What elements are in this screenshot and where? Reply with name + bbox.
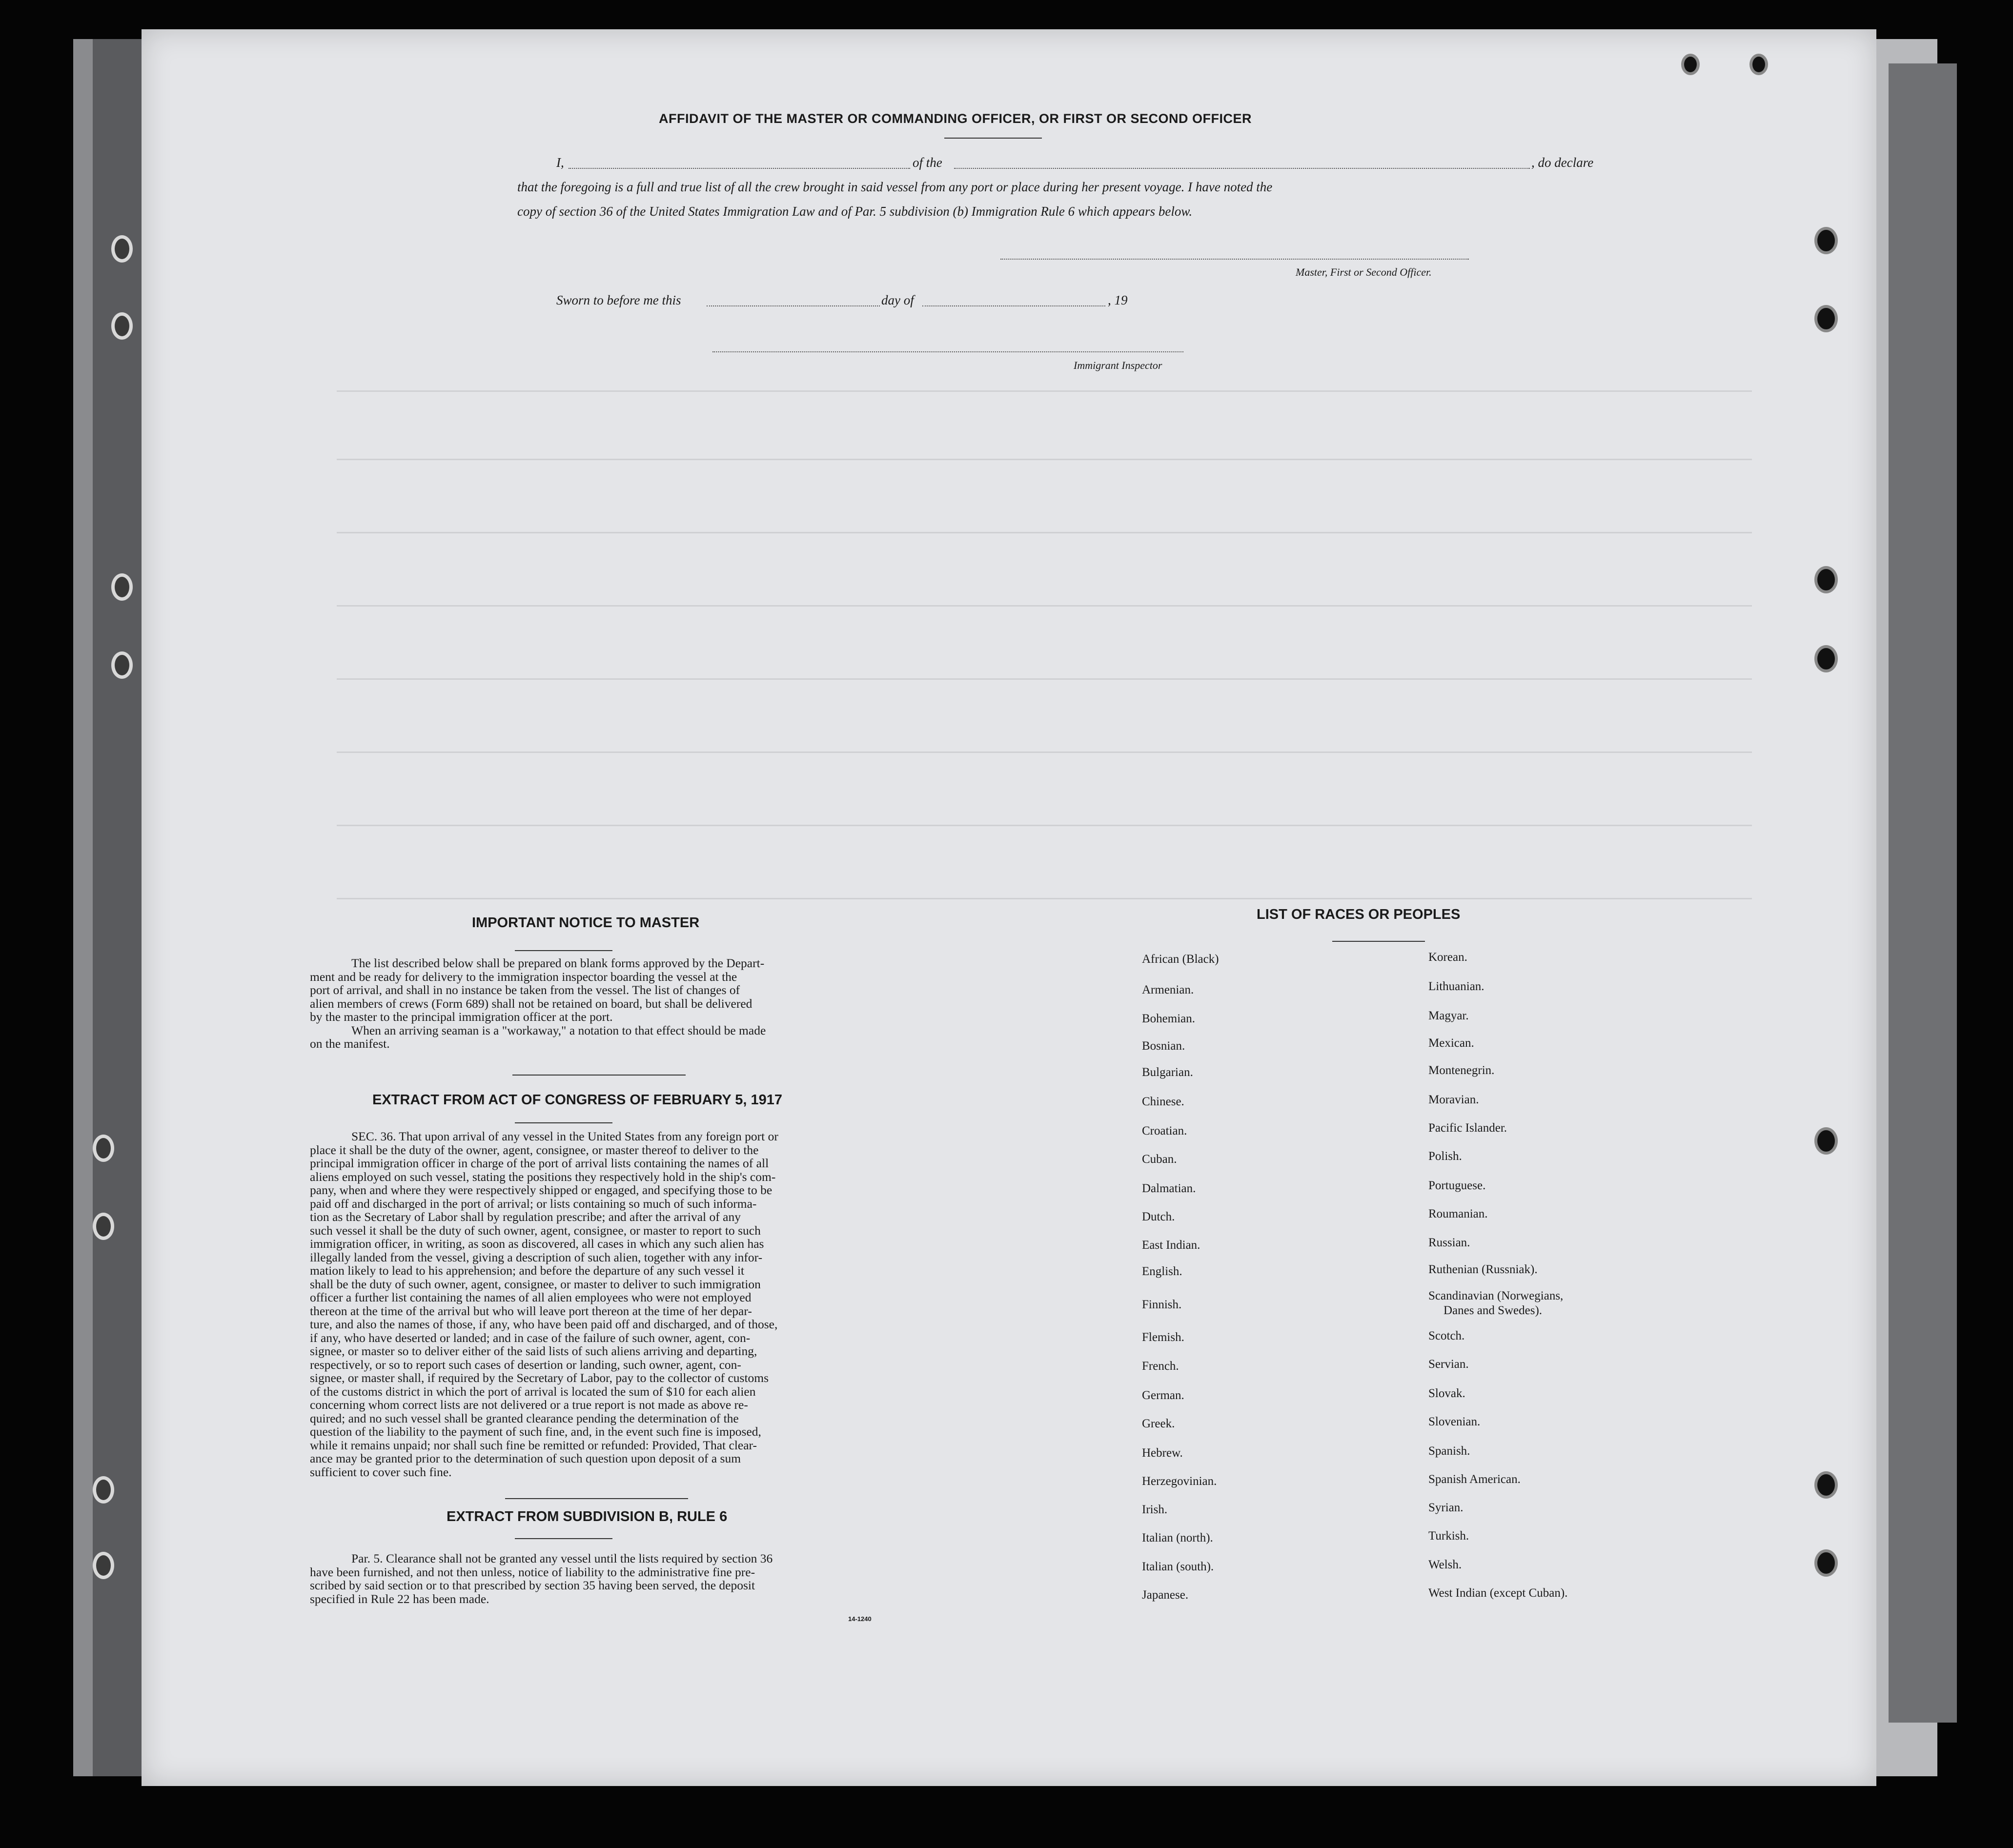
race-item: Turkish.	[1428, 1529, 1469, 1543]
act-line: officer a further list containing the names of all alien employees who were not employed	[310, 1290, 752, 1304]
race-item: Japanese.	[1142, 1588, 1189, 1602]
races-title: LIST OF RACES OR PEOPLES	[1257, 907, 1461, 922]
rule-line: Par. 5. Clearance shall not be granted any vessel until the lists required by section 36	[351, 1551, 773, 1565]
sworn-year: , 19	[1108, 293, 1128, 307]
race-item: French.	[1142, 1360, 1179, 1373]
race-item: Scandinavian (Norwegians,	[1428, 1289, 1564, 1302]
race-item: East Indian.	[1142, 1239, 1200, 1252]
affidavit-i: I,	[556, 155, 564, 170]
act-line: such vessel it shall be the duty of such owner, agent, consignee, or master to report to such	[310, 1223, 761, 1238]
act-line: mation likely to lead to his apprehension; and before the departure of any such vessel it	[310, 1263, 745, 1278]
act-extract-title: EXTRACT FROM ACT OF CONGRESS OF FEBRUARY 5, 1917	[372, 1092, 783, 1108]
affidavit-of-the: of the	[913, 155, 942, 170]
officer-signature-blank[interactable]	[1000, 259, 1469, 260]
race-item: Russian.	[1428, 1236, 1470, 1249]
divider	[515, 1538, 612, 1539]
inspector-caption: Immigrant Inspector	[1074, 359, 1162, 371]
race-item: Syrian.	[1428, 1501, 1464, 1514]
race-item: Dalmatian.	[1142, 1182, 1196, 1195]
binder-hole	[111, 235, 133, 263]
race-item: Montenegrin.	[1428, 1064, 1495, 1077]
rule-extract-title: EXTRACT FROM SUBDIVISION B, RULE 6	[447, 1509, 728, 1524]
race-item: Chinese.	[1142, 1095, 1184, 1108]
act-line: ture, and also the names of those, if any, who have been paid off and discharged, and of those,	[310, 1317, 778, 1331]
act-line: concerning whom correct lists are not delivered or a true report is not made as above re-	[310, 1398, 748, 1412]
race-item: Italian (north).	[1142, 1531, 1213, 1544]
vessel-blank[interactable]	[954, 168, 1530, 169]
act-line: aliens employed on such vessel, stating the positions they respectively hold in the ship's com-	[310, 1169, 776, 1184]
notice-line: port of arrival, and shall in no instance be taken from the vessel. The list of changes of	[310, 983, 740, 997]
race-item: Mexican.	[1428, 1036, 1474, 1050]
race-item: Polish.	[1428, 1150, 1462, 1163]
race-item: Hebrew.	[1142, 1446, 1183, 1460]
race-item: Italian (south).	[1142, 1560, 1214, 1573]
race-item: Flemish.	[1142, 1331, 1184, 1344]
act-line: signee, or master so to deliver either of the said lists of such aliens arriving and departing,	[310, 1344, 757, 1358]
race-item: Bohemian.	[1142, 1012, 1196, 1025]
divider	[944, 138, 1042, 139]
sworn-day-of: day of	[881, 293, 914, 307]
act-line: illegally landed from the vessel, giving a description of such alien, together with any infor-	[310, 1250, 763, 1264]
binder-hole	[111, 312, 133, 340]
race-item: Dutch.	[1142, 1210, 1175, 1223]
act-line: of the customs district in which the port of arrival is located the sum of $10 for each alien	[310, 1384, 756, 1399]
act-line: immigration officer, in writing, as soon as discovered, all cases in which any such alien has	[310, 1237, 764, 1251]
punch-hole	[1814, 1471, 1838, 1499]
sworn-prefix: Sworn to before me this	[556, 293, 681, 307]
punch-hole	[1681, 54, 1700, 75]
rule-extract-text	[310, 1552, 878, 1605]
race-item: Magyar.	[1428, 1009, 1469, 1022]
race-item: African (Black)	[1142, 953, 1219, 966]
affidavit-do-declare: , do declare	[1531, 155, 1594, 170]
race-item: English.	[1142, 1265, 1182, 1278]
binder-hole	[93, 1476, 114, 1503]
manifest-page	[142, 29, 1876, 1786]
punch-hole	[1814, 566, 1838, 593]
binder-hole	[93, 1552, 114, 1579]
signature-caption: Master, First or Second Officer.	[1296, 266, 1432, 278]
divider	[505, 1498, 688, 1499]
divider	[515, 950, 612, 951]
divider	[1332, 941, 1425, 942]
punch-hole	[1749, 54, 1768, 75]
act-line: sufficient to cover such fine.	[310, 1464, 452, 1479]
act-line: question of the liability to the payment of such fine, and, in the event such fine is imposed,	[310, 1424, 761, 1439]
act-line: while it remains unpaid; nor shall such fine be remitted or refunded: Provided, That clear-	[310, 1438, 757, 1452]
rule-line: scribed by said section or to that prescribed by section 35 having been served, the deposit	[310, 1578, 755, 1592]
race-item: Moravian.	[1428, 1093, 1479, 1106]
punch-hole	[1814, 645, 1838, 672]
notice-title: IMPORTANT NOTICE TO MASTER	[472, 915, 700, 931]
act-line: place it shall be the duty of the owner, agent, consignee, or master thereof to deliver to the	[310, 1142, 759, 1157]
race-item: Ruthenian (Russniak).	[1428, 1263, 1538, 1276]
act-line: shall be the duty of such owner, agent, consignee, or master to deliver to such immigration	[310, 1277, 761, 1291]
punch-hole	[1814, 227, 1838, 254]
punch-hole	[1814, 1127, 1838, 1155]
notice-line: ment and be ready for delivery to the immigration inspector boarding the vessel at the	[310, 969, 737, 984]
notice-line: by the master to the principal immigration officer at the port.	[310, 1010, 613, 1024]
notice-line: alien members of crews (Form 689) shall not be retained on board, but shall be delivered	[310, 996, 752, 1011]
sworn-month-blank[interactable]	[922, 305, 1105, 306]
binder-hole	[93, 1135, 114, 1162]
binder-hole	[93, 1213, 114, 1240]
act-line: signee, or master shall, if required by the Secretary of Labor, pay to the collector of customs	[310, 1371, 769, 1385]
act-line: if any, who have deserted or landed; and in case of the failure of such owner, agent, con-	[310, 1330, 751, 1345]
act-line: quired; and no such vessel shall be granted clearance pending the determination of the	[310, 1411, 739, 1425]
race-item: Croatian.	[1142, 1124, 1187, 1137]
notice-line: on the manifest.	[310, 1036, 390, 1051]
race-item: Spanish.	[1428, 1444, 1470, 1458]
affidavit-line2: that the foregoing is a full and true list of all the crew brought in said vessel from any port or place during her present voyage. I have noted the	[517, 180, 1273, 194]
punch-hole	[1814, 305, 1838, 332]
affidavit-line3: copy of section 36 of the United States Immigration Law and of Par. 5 subdivision (b) Immigration Rule 6 which appears below.	[517, 204, 1193, 219]
act-line: tion as the Secretary of Labor shall by regulation prescribe; and after the arrival of any	[310, 1210, 741, 1224]
race-item: Pacific Islander.	[1428, 1121, 1507, 1135]
affidavit-title: AFFIDAVIT OF THE MASTER OR COMMANDING OFFICER, OR FIRST OR SECOND OFFICER	[659, 111, 1252, 126]
race-item: Scotch.	[1428, 1329, 1465, 1342]
race-item: Roumanian.	[1428, 1207, 1488, 1220]
act-line: SEC. 36. That upon arrival of any vessel in the United States from any foreign port or	[351, 1129, 778, 1143]
race-item: Irish.	[1142, 1503, 1168, 1516]
race-item: Portuguese.	[1428, 1179, 1486, 1192]
act-extract-text	[310, 1130, 878, 1479]
act-line: pany, when and where they were respectively shipped or engaged, and specifying those to be	[310, 1183, 773, 1197]
name-blank[interactable]	[569, 168, 910, 169]
race-item: Lithuanian.	[1428, 980, 1484, 993]
race-item: Finnish.	[1142, 1298, 1182, 1311]
race-item: Korean.	[1428, 951, 1467, 964]
binder-spine-edge	[73, 39, 93, 1776]
notice-line: The list described below shall be prepared on blank forms approved by the Depart-	[351, 956, 765, 970]
race-item: Slovak.	[1428, 1387, 1465, 1400]
race-item: Bulgarian.	[1142, 1066, 1193, 1079]
race-item: Cuban.	[1142, 1153, 1177, 1166]
act-line: thereon at the time of the arrival but who will leave port thereon at the time of her depar-	[310, 1303, 752, 1318]
notice-line: When an arriving seaman is a "workaway," a notation to that effect should be made	[351, 1023, 766, 1037]
rule-line: have been furnished, and not then unless, notice of liability to the administrative fine pre-	[310, 1564, 755, 1579]
race-item: Bosnian.	[1142, 1039, 1185, 1053]
race-item: Welsh.	[1428, 1558, 1462, 1571]
race-item: Herzegovinian.	[1142, 1475, 1217, 1488]
race-item: Greek.	[1142, 1417, 1175, 1430]
binder-hole	[111, 651, 133, 679]
divider	[512, 1075, 686, 1076]
act-line: principal immigration officer in charge of the port of arrival lists containing the names of all	[310, 1156, 769, 1170]
act-line: paid off and discharged in the port of arrival; or lists containing so much of such informa-	[310, 1196, 757, 1211]
race-item: German.	[1142, 1389, 1184, 1402]
race-item: West Indian (except Cuban).	[1428, 1586, 1568, 1600]
race-item: Servian.	[1428, 1358, 1469, 1371]
form-number: 14-1240	[848, 1615, 872, 1623]
race-item: Armenian.	[1142, 983, 1194, 996]
notice-text	[310, 956, 878, 1051]
act-line: respectively, or so to report such cases of desertion or landing, such owner, agent, con-	[310, 1357, 741, 1372]
back-sheet-edge	[1889, 63, 1957, 1723]
rule-line: specified in Rule 22 has been made.	[310, 1591, 489, 1606]
inspector-signature-blank[interactable]	[712, 351, 1183, 352]
binder-hole	[111, 573, 133, 601]
act-line: ance may be granted prior to the determination of such question upon deposit of a sum	[310, 1451, 741, 1465]
race-item: Danes and Swedes).	[1444, 1304, 1543, 1317]
sworn-day-blank[interactable]	[707, 305, 880, 306]
race-item: Spanish American.	[1428, 1473, 1521, 1486]
divider	[515, 1122, 612, 1123]
race-item: Slovenian.	[1428, 1415, 1481, 1428]
punch-hole	[1814, 1549, 1838, 1577]
